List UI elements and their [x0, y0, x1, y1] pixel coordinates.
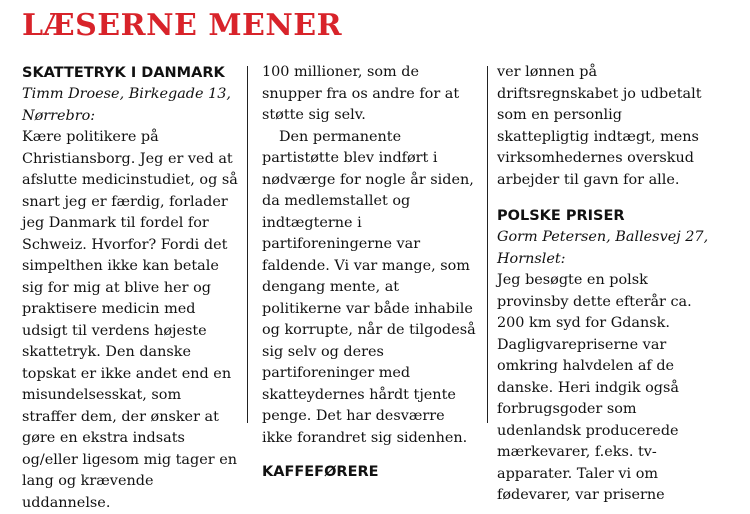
letter-author: Timm Droese, Birkegade 13, Nørrebro:: [22, 86, 231, 124]
letter-heading: POLSKE PRISER: [497, 208, 625, 224]
letter-author: Gorm Petersen, Ballesvej 27, Hornslet:: [497, 229, 709, 267]
column-divider: [487, 66, 488, 423]
column-2: [262, 62, 478, 480]
section-title: LÆSERNE MENER: [22, 8, 343, 43]
column-divider: [247, 66, 248, 423]
column-1: [22, 62, 238, 511]
letter-body: Kære politikere på Christiansborg. Jeg er ved at afslutte medicinstudiet, og så snart jeg er færdig, forlader jeg Danmark til fordel for Schweiz. Hvorfor? Fordi det simpelthen ikke kan betale sig for mig at blive her og praktisere medicin med udsigt til verdens højeste skattetryk. Den danske topskat er ikke andet end en misundelsesskat, som straffer dem, der ønsker at gøre en ekstra indsats og/eller ligesom mig tager en lang og krævende uddannelse.: [22, 129, 238, 511]
letter-heading: SKATTETRYK I DANMARK: [22, 65, 225, 81]
letter-body: Jeg besøgte en polsk provinsby dette efterår ca. 200 km syd for Gdansk. Dagligvarepriserne var omkring halvdelen af de danske. Heri indgik også forbrugsgoder som udenlandsk producerede mærkevarer, f.eks. tv-apparater. Taler vi om fødevarer, var priserne: [497, 272, 692, 503]
letter-body-paragraph: Den permanente partistøtte blev indført i nødværge for nogle år siden, da medlemstallet og indtægterne i partiforeningerne var faldende. Vi var mange, som dengang mente, at politikerne var både inhabile og korrupte, når de tilgodeså sig selv og deres partiforeninger med skatteydernes hårdt tjente penge. Det har desværre ikke forandret sig sidenhen.: [262, 128, 476, 446]
letter-heading: KAFFEFØRERE: [262, 464, 379, 480]
letter-body-continued: 100 millioner, som de snupper fra os andre for at støtte sig selv.: [262, 64, 460, 123]
column-3: [497, 62, 713, 503]
letter-body-continued: ver lønnen på driftsregnskabet jo udbetalt som en personlig skattepligtig indtægt, mens virksomhedernes overskud arbejder til gavn for alle.: [497, 64, 702, 188]
